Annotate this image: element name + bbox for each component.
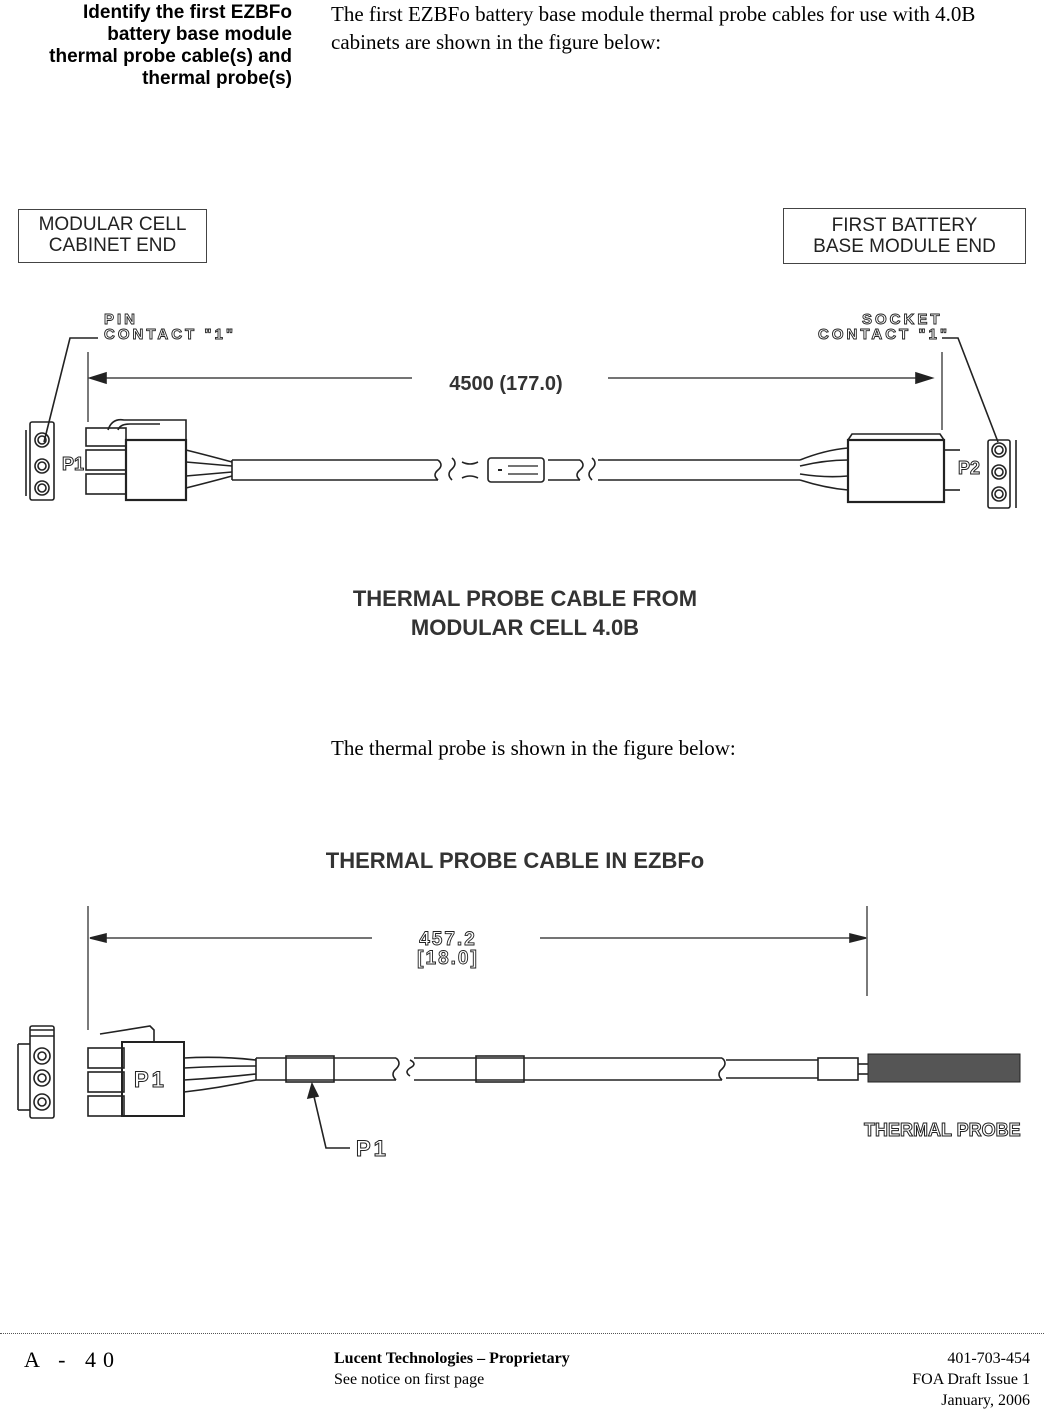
doc-number: 401-703-454 xyxy=(947,1350,1030,1367)
box-line: MODULAR CELL xyxy=(38,214,187,235)
pin-callout-line1: PIN xyxy=(104,311,139,328)
section-heading-line: thermal probe(s) xyxy=(142,68,292,89)
box-line: FIRST BATTERY xyxy=(831,215,978,236)
page-number: A - 40 xyxy=(24,1347,121,1372)
footer-doc-info xyxy=(912,1348,1030,1411)
pin-leader-line xyxy=(44,338,98,442)
section-heading-line: Identify the first EZBFo xyxy=(83,2,292,23)
battery-base-end-label xyxy=(783,208,1026,264)
notice-text: See notice on first page xyxy=(334,1371,485,1388)
footer-proprietary-notice xyxy=(334,1348,570,1390)
dimension-mm: 457.2 xyxy=(419,929,477,950)
figure2-title: THERMAL PROBE CABLE IN EZBFo xyxy=(325,848,705,873)
p2-connector-label: P2 xyxy=(958,458,981,478)
thermal-probe-cable-drawing xyxy=(0,290,1044,520)
section-heading-line: thermal probe cable(s) and xyxy=(49,46,292,67)
thermal-probe-tip xyxy=(868,1054,1020,1082)
box-line: BASE MODULE END xyxy=(813,236,996,257)
pin-callout-line2: CONTACT "1" xyxy=(104,326,236,343)
box-line: CABINET END xyxy=(48,235,177,256)
section-heading-line: battery base module xyxy=(107,24,292,45)
p1-connector-label: P1 xyxy=(134,1067,167,1092)
cable-length-dimension: 4500 (177.0) xyxy=(449,373,563,395)
dimension-in: [18.0] xyxy=(417,948,479,969)
p1-callout-label: P1 xyxy=(356,1136,389,1160)
socket-leader-line xyxy=(942,338,998,442)
company-name: Lucent Technologies – Proprietary xyxy=(334,1350,570,1367)
caption-line: THERMAL PROBE CABLE FROM xyxy=(352,586,698,611)
section-heading xyxy=(0,2,292,90)
second-paragraph: The thermal probe is shown in the figure below: xyxy=(331,736,736,760)
socket-callout-line1: SOCKET xyxy=(862,311,943,328)
footer-divider xyxy=(0,1333,1044,1334)
p1-connector-label: P1 xyxy=(62,454,85,474)
modular-cell-end-label xyxy=(18,209,207,263)
issue-date: January, 2006 xyxy=(941,1392,1030,1409)
issue-text: FOA Draft Issue 1 xyxy=(912,1371,1030,1388)
caption-line: MODULAR CELL 4.0B xyxy=(410,615,640,640)
intro-paragraph: The first EZBFo battery base module thermal probe cables for use with 4.0B cabinets are shown in the figure below: xyxy=(331,2,976,54)
socket-callout-line2: CONTACT "1" xyxy=(818,326,950,343)
thermal-probe-label: THERMAL PROBE xyxy=(864,1120,1021,1140)
thermal-probe-drawing xyxy=(0,900,1044,1160)
figure1-caption xyxy=(290,584,760,642)
